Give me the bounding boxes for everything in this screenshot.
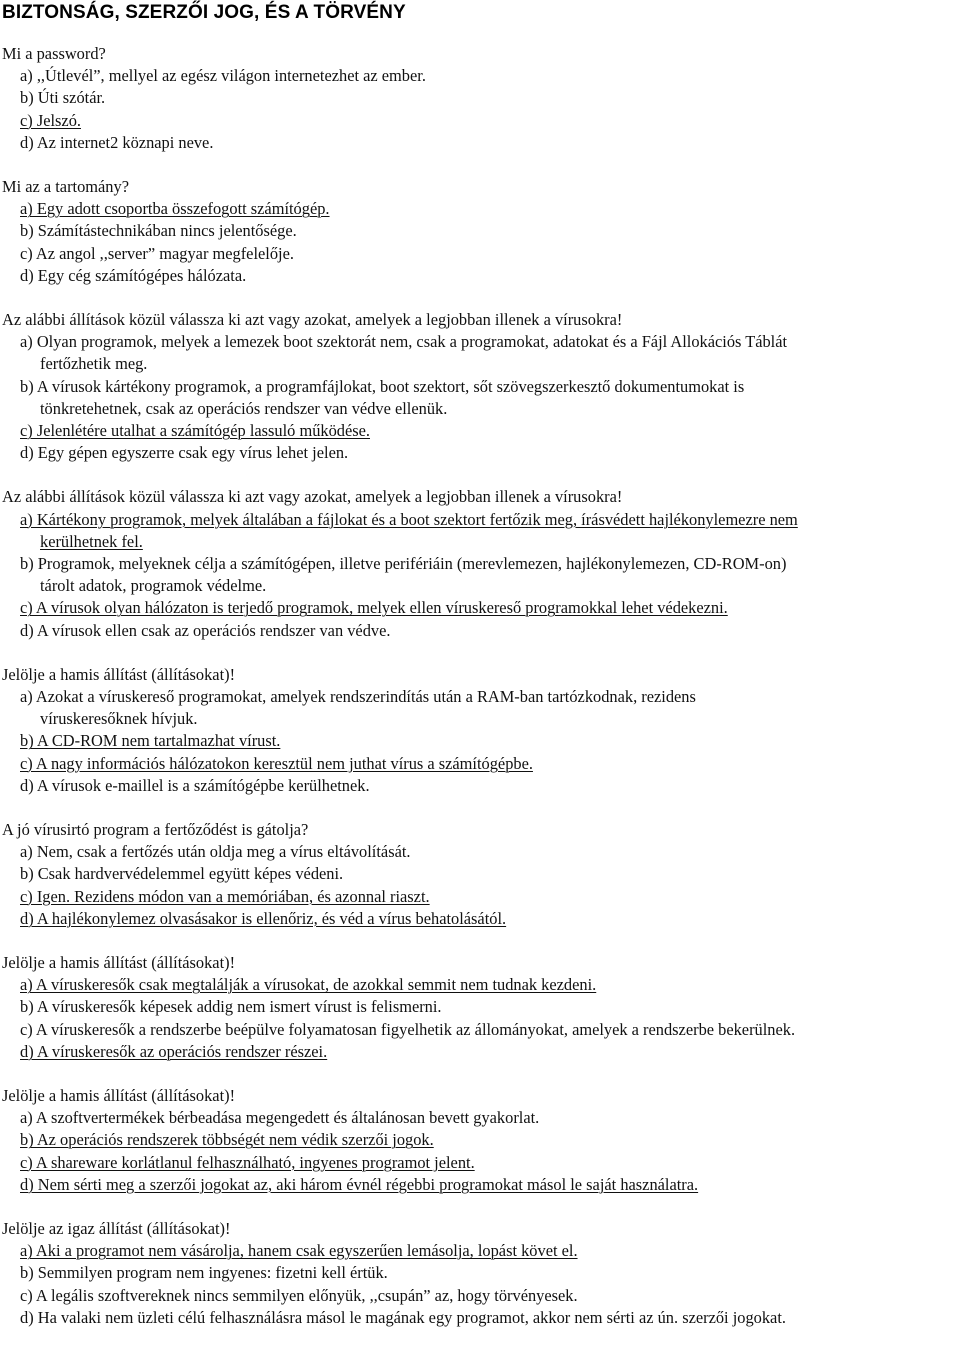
answer-option: d) Az internet2 köznapi neve. xyxy=(20,132,214,152)
answer-option: d) Egy cég számítógépes hálózata. xyxy=(20,265,247,285)
question-text: Jelölje a hamis állítást (állításokat)! xyxy=(2,953,236,972)
question-text: Jelölje a hamis állítást (állításokat)! xyxy=(2,1086,236,1105)
answer-option: c) Jelenlétére utalhat a számítógép lassuló működése. xyxy=(20,421,370,440)
answer-option: b) A víruskeresők képesek addig nem ismert vírust is felismerni. xyxy=(20,997,442,1017)
answer-option: d) A vírusok ellen csak az operációs rendszer van védve. xyxy=(20,620,391,640)
answer-option: d) Egy gépen egyszerre csak egy vírus lehet jelen. xyxy=(20,443,349,463)
answer-option: a) A szoftvertermékek bérbeadása megengedett és általánosan bevett gyakorlat. xyxy=(20,1108,540,1128)
answer-option: a) Egy adott csoportba összefogott számítógép. xyxy=(20,199,330,219)
answer-option: c) Igen. Rezidens módon van a memóriában, és azonnal riaszt. xyxy=(20,886,430,906)
answer-option-continuation: tönkretehetnek, csak az operációs rendszer van védve ellenük. xyxy=(40,398,448,418)
question-text: Az alábbi állítások közül válassza ki azt vagy azokat, amelyek a legjobban illenek a vírusokra! xyxy=(2,487,623,507)
answer-option: d) Nem sérti meg a szerzői jogokat az, aki három évnél régebbi programokat másol le saját használatra. xyxy=(20,1174,699,1194)
answer-option: b) A vírusok kártékony programok, a programfájlokat, boot szektort, sőt szövegszerkesztő dokumentumokat is xyxy=(20,376,745,396)
answer-option: a) Kártékony programok, melyek általában a fájlokat és a boot szektort fertőzik meg, írásvédett hajlékonylemezre nem xyxy=(20,509,798,529)
answer-option: b) Programok, melyeknek célja a számítógépen, illetve perifériáin (merevlemezen, hajlékonylemezen, CD-ROM-on) xyxy=(20,554,787,573)
answer-option: b) Az operációs rendszerek többségét nem védik szerzői jogok. xyxy=(20,1130,434,1150)
answer-option: a) Nem, csak a fertőzés után oldja meg a vírus eltávolítását. xyxy=(20,842,411,862)
question-text: Mi az a tartomány? xyxy=(2,177,129,196)
answer-option: b) Számítástechnikában nincs jelentősége. xyxy=(20,221,297,241)
answer-option: d) A víruskeresők az operációs rendszer részei. xyxy=(20,1041,328,1061)
answer-option: c) A nagy információs hálózatokon keresztül nem juthat vírus a számítógépbe. xyxy=(20,753,533,773)
answer-option-continuation: tárolt adatok, programok védelme. xyxy=(40,576,267,596)
answer-option: d) A vírusok e-maillel is a számítógépbe kerülhetnek. xyxy=(20,775,370,795)
answer-option: b) Úti szótár. xyxy=(20,88,106,108)
answer-option-continuation: fertőzhetik meg. xyxy=(40,354,148,374)
answer-option: b) A CD-ROM nem tartalmazhat vírust. xyxy=(20,731,281,751)
answer-option: a) Olyan programok, melyek a lemezek boot szektorát nem, csak a programokat, adatokat és a Fájl Allokációs Táblát xyxy=(20,332,788,352)
answer-option: c) A shareware korlátlanul felhasználható, ingyenes programot jelent. xyxy=(20,1152,475,1172)
answer-option: a) ,,Útlevél”, mellyel az egész világon internetezhet az ember. xyxy=(20,66,426,86)
answer-option: a) Azokat a víruskereső programokat, amelyek rendszerindítás után a RAM-ban tartózkodnak, rezidens xyxy=(20,687,696,706)
question-text: Az alábbi állítások közül válassza ki azt vagy azokat, amelyek a legjobban illenek a vírusokra! xyxy=(2,310,623,329)
page-title: BIZTONSÁG, SZERZŐI JOG, ÉS A TÖRVÉNY xyxy=(2,2,406,23)
answer-option: c) A víruskeresők a rendszerbe beépülve folyamatosan figyelhetik az állományokat, amelyek a rendszerbe bekerülnek. xyxy=(20,1019,796,1039)
question-text: Jelölje az igaz állítást (állításokat)! xyxy=(2,1219,231,1238)
answer-option-continuation: kerülhetnek fel. xyxy=(40,531,143,551)
answer-option: c) A legális szoftvereknek nincs semmilyen előnyük, ,,csupán” az, hogy törvényesek. xyxy=(20,1285,578,1305)
question-text: Mi a password? xyxy=(2,44,106,63)
answer-option: a) A víruskeresők csak megtalálják a vírusokat, de azokkal semmit nem tudnak kezdeni. xyxy=(20,975,597,995)
answer-option: c) Jelszó. xyxy=(20,110,81,130)
question-text: A jó vírusirtó program a fertőződést is gátolja? xyxy=(2,820,309,839)
question-text: Jelölje a hamis állítást (állításokat)! xyxy=(2,664,236,684)
answer-option: c) Az angol ,,server” magyar megfelelője. xyxy=(20,243,294,263)
answer-option: a) Aki a programot nem vásárolja, hanem csak egyszerűen lemásolja, lopást követ el. xyxy=(20,1241,578,1261)
answer-option: b) Csak hardvervédelemmel együtt képes védeni. xyxy=(20,864,344,884)
answer-option-continuation: víruskeresőknek hívjuk. xyxy=(40,709,198,729)
answer-option: d) A hajlékonylemez olvasásakor is ellenőriz, és véd a vírus behatolásától. xyxy=(20,908,507,928)
answer-option: d) Ha valaki nem üzleti célú felhasználásra másol le magának egy programot, akkor nem sérti az ún. szerzői jogokat. xyxy=(20,1307,786,1327)
answer-option: c) A vírusok olyan hálózaton is terjedő programok, melyek ellen víruskereső programokkal lehet védekezni. xyxy=(20,598,728,618)
answer-option: b) Semmilyen program nem ingyenes: fizetni kell értük. xyxy=(20,1263,388,1283)
